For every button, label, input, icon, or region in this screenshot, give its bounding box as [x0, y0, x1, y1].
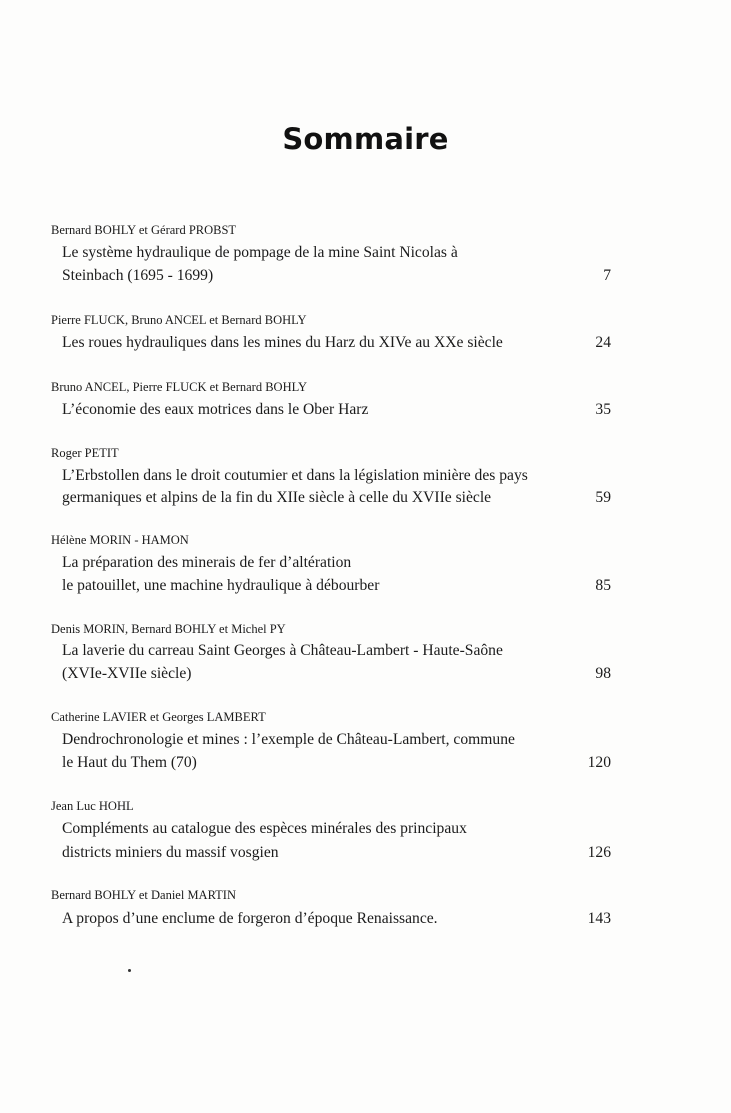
toc-page-number: 7 — [603, 267, 611, 284]
toc-authors: Bernard BOHLY et Daniel MARTIN — [51, 888, 236, 902]
toc-authors: Roger PETIT — [51, 446, 119, 460]
toc-page-number: 126 — [587, 844, 611, 861]
toc-authors: Bernard BOHLY et Gérard PROBST — [51, 223, 237, 237]
toc-title-line: germaniques et alpins de la fin du XIIe siècle à celle du XVIIe siècle — [62, 489, 492, 506]
toc-title-line: L’économie des eaux motrices dans le Ober Harz — [62, 401, 369, 418]
toc-title-line: Le système hydraulique de pompage de la mine Saint Nicolas à — [62, 244, 458, 261]
toc-title-line: La préparation des minerais de fer d’altération — [62, 554, 352, 571]
toc-title-line: Dendrochronologie et mines : l’exemple de Château-Lambert, commune — [62, 731, 515, 748]
toc-authors: Bruno ANCEL, Pierre FLUCK et Bernard BOHLY — [51, 380, 308, 394]
toc-title-line: districts miniers du massif vosgien — [62, 844, 279, 861]
toc-title-line: le patouillet, une machine hydraulique à débourber — [62, 577, 380, 594]
toc-title-line: le Haut du Them (70) — [62, 754, 197, 771]
page-title: Sommaire — [282, 122, 449, 156]
toc-title-line: La laverie du carreau Saint Georges à Château-Lambert - Haute-Saône — [62, 642, 503, 659]
toc-page-number: 59 — [595, 489, 611, 506]
toc-title-line: Compléments au catalogue des espèces minérales des principaux — [62, 820, 467, 837]
toc-page-number: 85 — [595, 577, 611, 594]
toc-title-line: (XVIe-XVIIe siècle) — [62, 665, 192, 682]
toc-authors: Jean Luc HOHL — [51, 799, 134, 813]
toc-page-number: 120 — [587, 754, 611, 771]
stray-mark — [128, 969, 131, 972]
toc-title-line: Les roues hydrauliques dans les mines du Harz du XIVe au XXe siècle — [62, 334, 503, 351]
toc-authors: Denis MORIN, Bernard BOHLY et Michel PY — [51, 622, 286, 636]
toc-page-number: 24 — [595, 334, 611, 351]
toc-authors: Hélène MORIN - HAMON — [51, 533, 189, 547]
toc-page-number: 98 — [595, 665, 611, 682]
toc-authors: Pierre FLUCK, Bruno ANCEL et Bernard BOHLY — [51, 313, 307, 327]
toc-page-number: 35 — [595, 401, 611, 418]
toc-title-line: Steinbach (1695 - 1699) — [62, 267, 214, 284]
toc-title-line: L’Erbstollen dans le droit coutumier et dans la législation minière des pays — [62, 467, 528, 484]
toc-page-number: 143 — [587, 910, 611, 927]
toc-authors: Catherine LAVIER et Georges LAMBERT — [51, 710, 266, 724]
toc-title-line: A propos d’une enclume de forgeron d’époque Renaissance. — [62, 910, 438, 927]
